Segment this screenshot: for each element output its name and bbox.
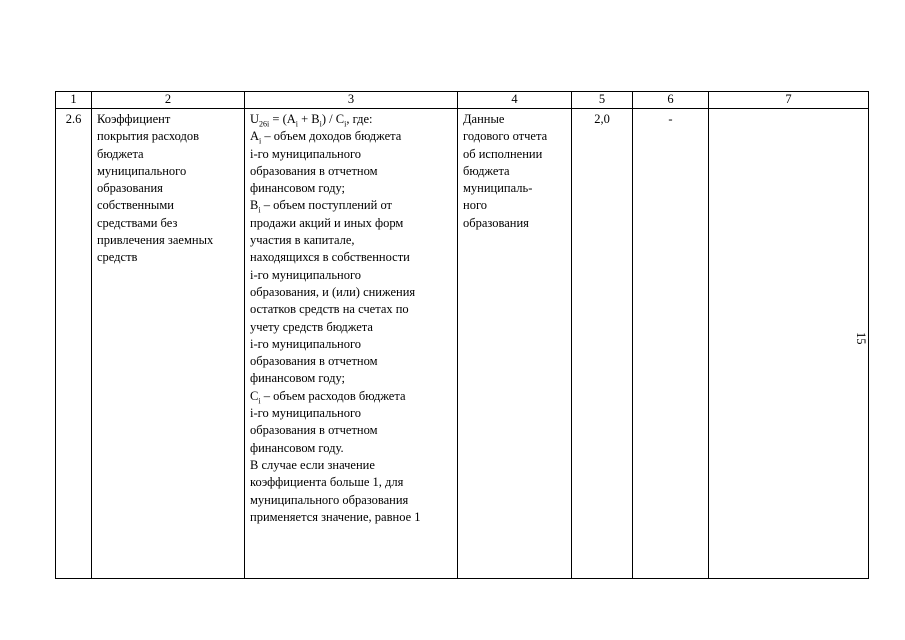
header-cell-1: 1 (56, 92, 92, 109)
a-definition-line: $A_i$ – объем доходов бюджета (250, 129, 402, 146)
indicator-name-line: привлечения заемных (97, 233, 214, 248)
b-definition-line: находящихся в собственности (250, 250, 410, 265)
indicator-name-line: средствами без (97, 215, 178, 230)
note-line: коэффициента больше 1, для (250, 475, 404, 490)
row-number: 2.6 (56, 109, 92, 579)
b-definition-line: учету средств бюджета (250, 319, 373, 334)
data-source-line: об исполнении (463, 146, 543, 161)
c-definition-line: финансовом году. (250, 440, 344, 455)
b-definition-line: $B_i$ – объем поступлений от (250, 198, 392, 215)
indicator-name-line: Коэффициент (97, 112, 171, 126)
indicator-name-line: средств (97, 250, 138, 265)
a-definition-line: i-го муниципального (250, 146, 362, 161)
indicator-name-line: покрытия расходов (97, 129, 200, 144)
indicator-name-line: образования (97, 181, 163, 196)
indicator-table (55, 91, 869, 579)
b-definition-line: продажи акций и иных форм (250, 215, 404, 230)
indicator-name-cell (92, 109, 245, 579)
formula-cell (245, 109, 458, 579)
page-number: 15 (854, 332, 868, 345)
data-source-line: образования (463, 215, 529, 230)
note-line: В случае если значение (250, 457, 375, 472)
formula-line: $U_{26i} = (A_i + B_i) / C_i$, где: (250, 112, 373, 129)
c-definition-line: образования в отчетном (250, 423, 378, 438)
data-source-line: Данные (463, 112, 505, 126)
header-cell-6: 6 (633, 92, 709, 109)
header-cell-4: 4 (458, 92, 572, 109)
b-definition-line: i-го муниципального (250, 267, 362, 282)
b-definition-line: остатков средств на счетах по (250, 302, 409, 317)
value-cell: 2,0 (572, 109, 633, 579)
column-7-cell (709, 109, 869, 579)
a-definition-line: образования в отчетном (250, 163, 378, 178)
indicator-name-line: муниципального (97, 163, 187, 178)
indicator-name-line: собственными (97, 198, 174, 213)
header-cell-2: 2 (92, 92, 245, 109)
data-source-line: бюджета (463, 163, 510, 178)
note-line: применяется значение, равное 1 (250, 509, 421, 524)
b-definition-line: образования в отчетном (250, 354, 378, 369)
a-definition-line: финансовом году; (250, 181, 346, 196)
indicator-name-line: бюджета (97, 146, 144, 161)
b-definition-line: i-го муниципального (250, 336, 362, 351)
b-definition-line: образования, и (или) снижения (250, 284, 416, 299)
header-row (56, 92, 869, 109)
b-definition-line: участия в капитале, (250, 233, 355, 248)
data-source-cell (458, 109, 572, 579)
header-cell-7: 7 (709, 92, 869, 109)
data-source-line: муниципаль- (463, 181, 533, 196)
table-row (56, 109, 869, 579)
b-definition-line: финансовом году; (250, 371, 346, 386)
data-source-line: ного (463, 198, 488, 213)
data-source-line: годового отчета (463, 129, 548, 144)
c-definition-line: i-го муниципального (250, 406, 362, 421)
note-line: муниципального образования (250, 492, 409, 507)
c-definition-line: $C_i$ – объем расходов бюджета (250, 388, 406, 406)
column-6-cell: - (633, 109, 709, 579)
header-cell-5: 5 (572, 92, 633, 109)
header-cell-3: 3 (245, 92, 458, 109)
